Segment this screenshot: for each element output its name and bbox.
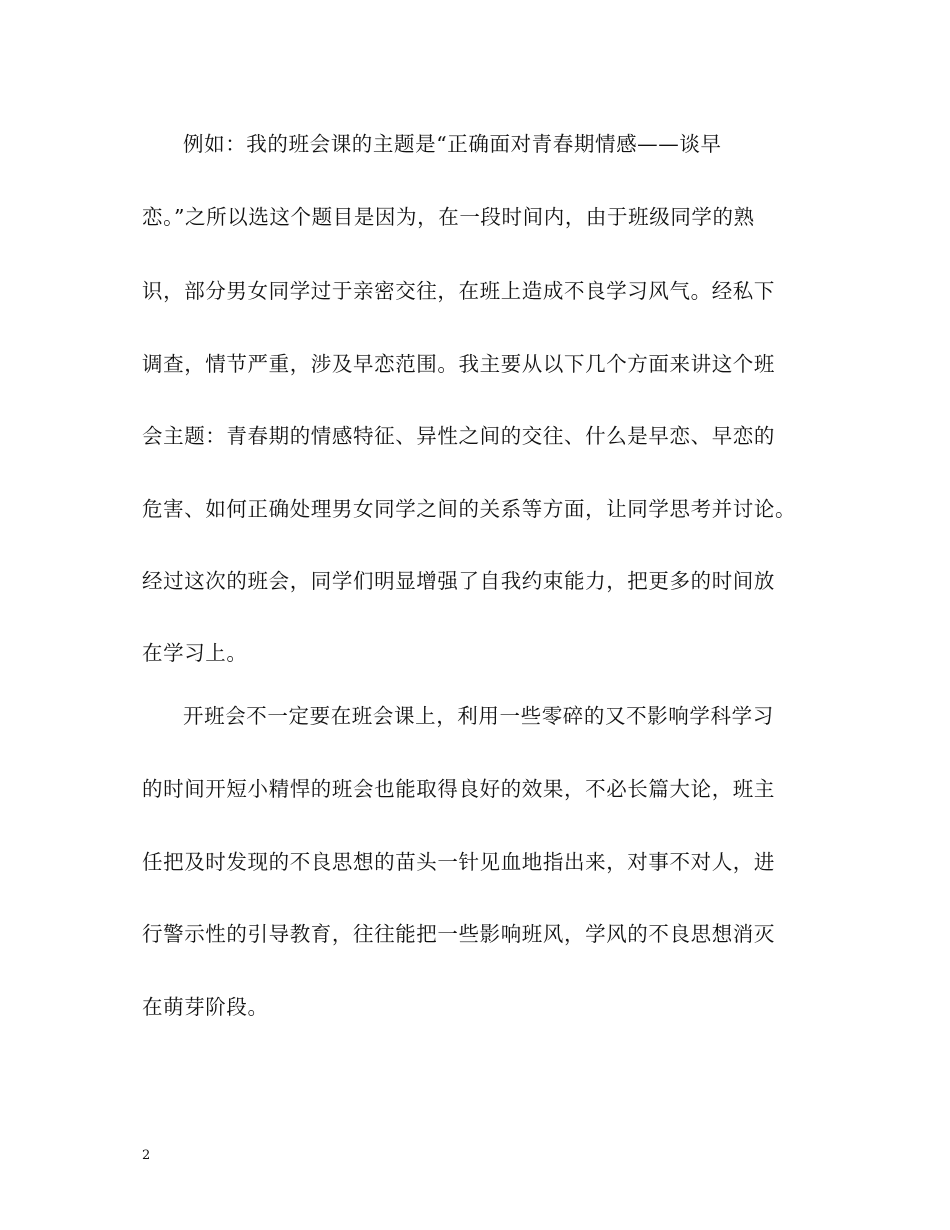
text-line: 开班会不一定要在班会课上，利用一些零碎的又不影响学科学习 [183,704,774,728]
text-line: 任把及时发现的不良思想的苗头一针见血地指出来，对事不对人，进 [142,850,775,874]
text-line: 识，部分男女同学过于亲密交往，在班上造成不良学习风气。经私下 [142,279,775,303]
text-line: 的时间开短小精悍的班会也能取得良好的效果，不必长篇大论，班主 [142,777,775,801]
text-line: 会主题：青春期的情感特征、异性之间的交往、什么是早恋、早恋的 [142,424,775,448]
text-line: 行警示性的引导教育，往往能把一些影响班风，学风的不良思想消灭 [142,922,775,946]
text-line: 在学习上。 [142,641,248,665]
text-line: 危害、如何正确处理男女同学之间的关系等方面，让同学思考并讨论。 [142,497,797,521]
text-line: 恋。”之所以选这个题目是因为，在一段时间内，由于班级同学的熟 [142,205,755,229]
text-line: 经过这次的班会，同学们明显增强了自我约束能力，把更多的时间放 [142,569,775,593]
text-line: 调查，情节严重，涉及早恋范围。我主要从以下几个方面来讲这个班 [142,352,775,376]
text-line: 在萌芽阶段。 [142,995,269,1019]
text-line: 例如：我的班会课的主题是“正确面对青春期情感——谈早 [183,132,722,156]
page-number: 2 [142,1148,151,1163]
